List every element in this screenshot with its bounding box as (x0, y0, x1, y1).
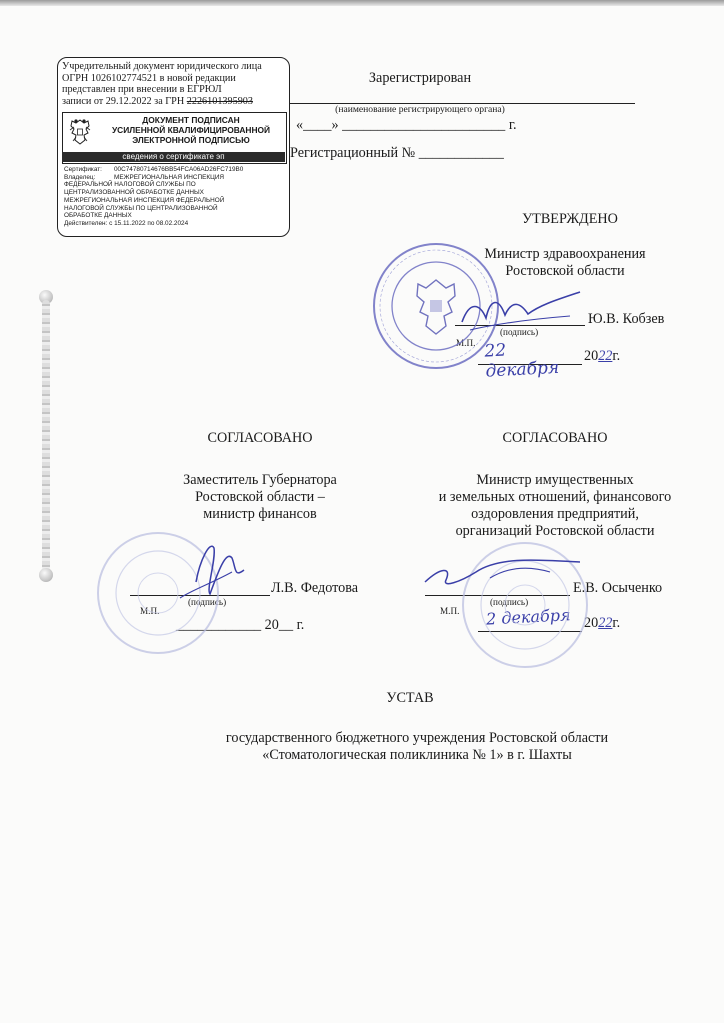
stamp-grn: 2226101395903 (186, 95, 253, 107)
approved-signature-caption: (подпись) (500, 327, 539, 337)
stamp-grn-prefix: записи от 29.12.2022 за ГРН (62, 95, 187, 107)
agreed-left-seal-icon (98, 533, 218, 653)
year-prefix: 20 (584, 615, 599, 631)
charter-subtitle-line: «Стоматологическая поликлиника № 1» в г. Шахты (262, 747, 572, 763)
agreed-right-position: организаций Ростовской области (455, 523, 655, 539)
registration-title: Зарегистрирован (368, 70, 472, 86)
stamp-line: Учредительный документ юридического лица (62, 61, 262, 72)
agreed-left-date-line: ____________ 20__ г. (176, 617, 305, 633)
agreed-left-heading: СОГЛАСОВАНО (207, 430, 313, 446)
agreed-left-position: Ростовской области – (195, 489, 325, 505)
approved-position: Министр здравоохранения (484, 246, 646, 262)
agreed-left-signature-icon (180, 572, 232, 598)
owner-label: Владелец: (64, 173, 96, 181)
cert-label: Сертификат: (64, 166, 102, 173)
owner-value: МЕЖРЕГИОНАЛЬНАЯ ИНСПЕКЦИЯ (114, 173, 225, 181)
approved-seal-icon (374, 244, 498, 368)
owner-value: ФЕДЕРАЛЬНОЙ НАЛОГОВОЙ СЛУЖБЫ ПО (64, 181, 196, 189)
owner-value: ЦЕНТРАЛИЗОВАННОЙ ОБРАБОТКЕ ДАННЫХ (64, 189, 204, 197)
approved-name: Ю.В. Кобзев (588, 311, 665, 327)
approved-heading: УТВЕРЖДЕНО (522, 211, 618, 227)
agreed-right-position: Министр имущественных (476, 472, 634, 488)
agreed-right-position: оздоровления предприятий, (471, 506, 639, 522)
owner-value: МЕЖРЕГИОНАЛЬНАЯ ИНСПЕКЦИЯ ФЕДЕРАЛЬНОЙ (64, 196, 225, 204)
agreed-right-name: Е.В. Осыченко (573, 580, 663, 596)
charter-title: УСТАВ (386, 690, 434, 706)
agreed-right-mp: М.П. (440, 606, 460, 616)
charter-subtitle-line: государственного бюджетного учреждения Ростовской области (225, 730, 609, 746)
agreed-right-signature-caption: (подпись) (490, 597, 529, 607)
year-suffix: г. (612, 348, 621, 364)
year-handwritten: 22 (598, 615, 613, 631)
approved-handwritten-date: 22 декабря (484, 340, 560, 382)
organ-caption: (наименование регистрирующего органа) (335, 104, 505, 115)
registration-date-line: «____» _______________________ г. (296, 117, 517, 133)
esign-title-line: ДОКУМЕНТ ПОДПИСАН (142, 115, 240, 125)
approved-signature-icon (470, 316, 570, 330)
year-handwritten: 22 (598, 348, 613, 364)
owner-value: НАЛОГОВОЙ СЛУЖБЫ ПО ЦЕНТРАЛИЗОВАННОЙ (64, 204, 218, 212)
esign-title-line: УСИЛЕННОЙ КВАЛИФИЦИРОВАННОЙ (111, 125, 271, 135)
certificate-info-bar: сведения о сертификате эп (62, 152, 285, 162)
stamp-line: ОГРН 1026102774521 в новой редакции (62, 72, 236, 84)
agreed-left-position: Заместитель Губернатора (183, 472, 337, 488)
owner-value: ОБРАБОТКЕ ДАННЫХ (64, 212, 132, 220)
cert-value: 00C74780714676BB54FCA06AD26FC719B0 (114, 166, 244, 173)
stamp-line: представлен при внесении в ЕГРЮЛ (62, 84, 222, 96)
agreed-right-heading: СОГЛАСОВАНО (502, 430, 608, 446)
agreed-left-signature-caption: (подпись) (188, 597, 227, 607)
approved-position: Ростовской области (505, 263, 625, 279)
registration-number-line: Регистрационный № ____________ (290, 145, 504, 161)
agreed-left-mp: М.П. (140, 606, 160, 616)
esign-title-line: ЭЛЕКТРОННОЙ ПОДПИСЬЮ (132, 135, 250, 145)
validity: Действителен: с 15.11.2022 по 08.02.2024 (64, 219, 189, 227)
agreed-right-position: и земельных отношений, финансового (438, 489, 672, 505)
year-prefix: 20 (584, 348, 599, 364)
agreed-left-position: министр финансов (203, 506, 317, 522)
approved-mp: М.П. (456, 338, 476, 348)
year-suffix: г. (612, 615, 621, 631)
agreed-left-name: Л.В. Федотова (271, 580, 359, 596)
agreed-right-handwritten-date: 2 декабря (485, 605, 572, 629)
